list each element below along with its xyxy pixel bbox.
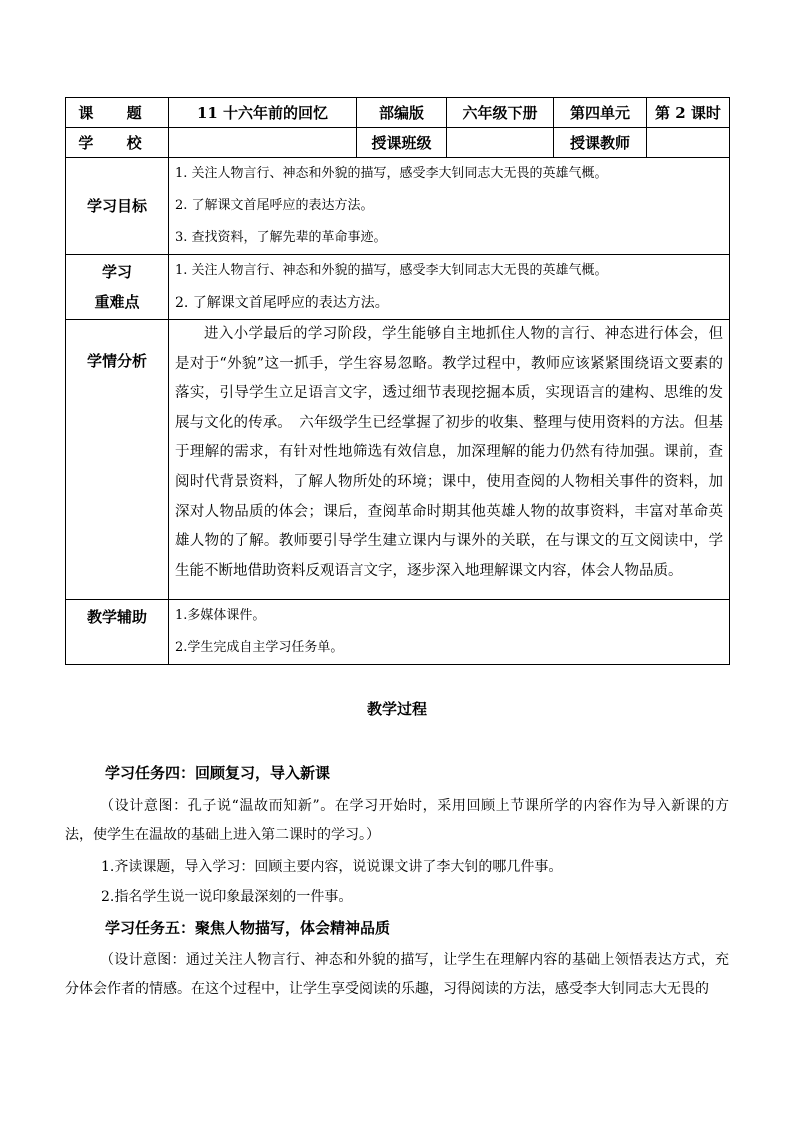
analysis-label-cell: [66, 320, 169, 600]
task4-item-1: 1.齐读课题，导入学习：回顾主要内容，说说课文讲了李大钊的哪几件事。: [101, 859, 563, 875]
key-point-item: 1. 关注人物言行、神态和外貌的描写，感受李大钊同志大无畏的英雄气概。: [175, 263, 608, 278]
aid-item: 1.多媒体课件。: [175, 608, 266, 623]
key-points-label-line2: 重难点: [94, 293, 140, 311]
aid-item: 2.学生完成自主学习任务单。: [175, 640, 344, 655]
goals-label: 学习目标: [86, 197, 147, 215]
task5-intent: （设计意图：通过关注人物言行、神态和外貌的描写，让学生在理解内容的基础上领悟表达方式，充分体会作者的情感。在这个过程中，让学生享受阅读的乐趣，习得阅读的方法，感受李大钊同志大无畏的: [65, 952, 729, 997]
period-cell: [647, 98, 730, 128]
lesson-label-cell: [66, 98, 169, 128]
aids-content-cell: [169, 600, 730, 665]
goals-label-cell: [66, 158, 169, 255]
lesson-plan-table: [65, 97, 730, 665]
aids-row: [66, 600, 730, 665]
teacher-label-cell: [554, 128, 647, 158]
key-point-item: 2. 了解课文首尾呼应的表达方法。: [175, 295, 389, 311]
class-label: 授课班级: [371, 134, 432, 152]
task4-title: 学习任务四：回顾复习，导入新课: [105, 764, 331, 782]
lesson-label: 课 题: [78, 104, 156, 122]
edition-cell: [357, 98, 447, 128]
goals-content-cell: [169, 158, 730, 255]
aids-label: 教学辅助: [86, 608, 147, 626]
key-points-label-line1: 学习: [101, 263, 132, 281]
analysis-label: 学情分析: [86, 352, 147, 370]
school-value-cell: [169, 128, 357, 158]
task5-title: 学习任务五：聚焦人物描写，体会精神品质: [105, 919, 391, 937]
unit-cell: [554, 98, 647, 128]
aids-label-cell: [66, 600, 169, 665]
teacher-label: 授课教师: [569, 134, 630, 152]
analysis-row: [66, 320, 730, 600]
school-label-cell: [66, 128, 169, 158]
key-points-label-cell: [66, 255, 169, 320]
task4-item-2: 2.指名学生说一说印象最深刻的一件事。: [101, 889, 353, 905]
task4-intent: （设计意图：孔子说“温故而知新”。在学习开始时，采用回顾上节课所学的内容作为导入新课的方法，使学生在温故的基础上进入第二课时的学习。）: [65, 798, 729, 843]
goals-row: [66, 158, 730, 255]
school-label: 学 校: [78, 134, 156, 152]
teacher-value-cell: [647, 128, 730, 158]
grade-cell: [447, 98, 554, 128]
class-value-cell: [447, 128, 554, 158]
process-title: 教学过程: [366, 700, 427, 718]
goal-item: 2. 了解课文首尾呼应的表达方法。: [175, 198, 374, 213]
goal-item: 1. 关注人物言行、神态和外貌的描写，感受李大钊同志大无畏的英雄气概。: [175, 166, 608, 181]
unit: 第四单元: [569, 104, 630, 122]
edition: 部编版: [378, 104, 424, 122]
key-points-content-cell: [169, 255, 730, 320]
lesson-title-cell: [169, 98, 357, 128]
class-label-cell: [357, 128, 447, 158]
period: 第 2 课时: [655, 104, 721, 122]
header-row: [66, 98, 730, 128]
analysis-text: 进入小学最后的学习阶段，学生能够自主地抓住人物的言行、神态进行体会，但是对于“外貌”这一抓手，学生容易忽略。教学过程中，教师应该紧紧围绕语文要素的落实，引导学生立足语言文字，透过细节表现挖掘本质，实现语言的建构、思维的发展与文化的传承。 六年级学生已经掌握了初步的收集、整理与使用资料的方法。但基于理解的需求，有针对性地筛选有效信息，加深理解的能力仍然有待加强。课前，查阅时代背景资料，了解人物所处的环境；课中，使用查阅的人物相关事件的资料，加深对人物品质的体会；课后，查阅革命时期其他英雄人物的故事资料，丰富对革命英雄人物的了解。教师要引导学生建立课内与课外的关联，在与课文的互文阅读中，学生能不断地借助资料反观语言文字，逐步深入地理解课文内容，体会人物品质。: [175, 326, 723, 579]
key-points-row: [66, 255, 730, 320]
goal-item: 3. 查找资料，了解先辈的革命事迹。: [175, 230, 387, 245]
school-row: [66, 128, 730, 158]
lesson-title: 11 十六年前的回忆: [196, 104, 329, 122]
grade: 六年级下册: [462, 104, 538, 122]
analysis-content-cell: [169, 320, 730, 600]
